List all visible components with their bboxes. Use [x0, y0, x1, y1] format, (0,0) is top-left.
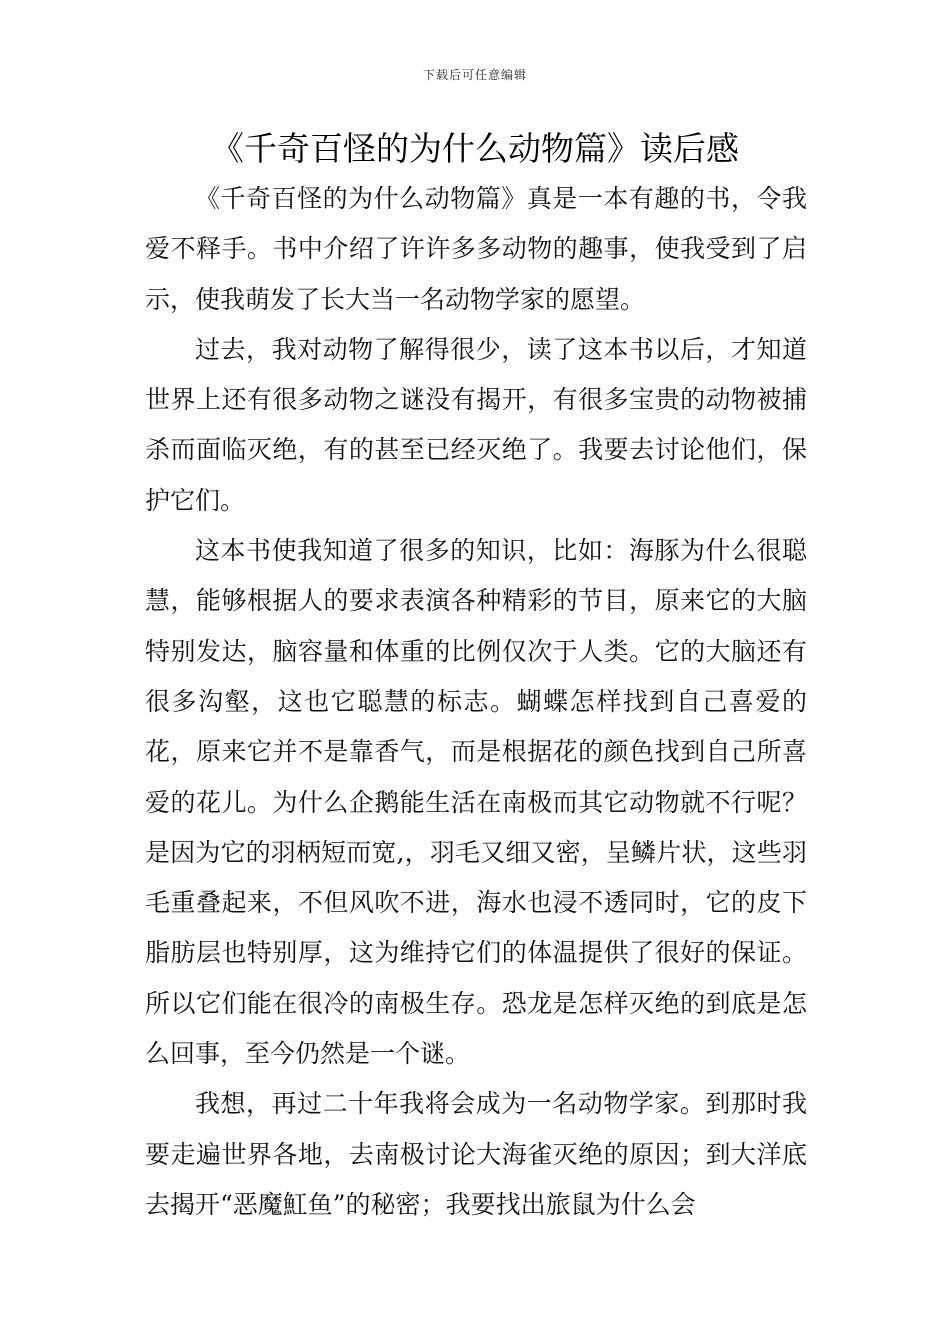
paragraph: 过去，我对动物了解得很少，读了这本书以后，才知道世界上还有很多动物之谜没有揭开，有很多宝贵的动物被捕杀而面临灭绝，有的甚至已经灭绝了。我要去讨论他们，保护它们。: [145, 334, 807, 515]
document-body: [145, 174, 807, 1230]
paragraph: 《千奇百怪的为什么动物篇》真是一本有趣的书，令我爱不释手。书中介绍了许许多多动物的趣事，使我受到了启示，使我萌发了长大当一名动物学家的愿望。: [145, 184, 807, 314]
header-note: 下载后可任意编辑: [422, 68, 527, 82]
paragraph: 这本书使我知道了很多的知识，比如：海豚为什么很聪慧，能够根据人的要求表演各种精彩的节目，原来它的大脑特别发达，脑容量和体重的比例仅次于人类。它的大脑还有很多沟壑，这也它聪慧的标志。蝴蝶怎样找到自己喜爱的花，原来它并不是靠香气，而是根据花的颜色找到自己所喜爱的花儿。为什么企鹅能生活在南极而其它动物就不行呢？是因为它的羽柄短而宽,，羽毛又细又密，呈鳞片状，这些羽毛重叠起来，不但风吹不进，海水也浸不透同时，它的皮下脂肪层也特别厚，这为维持它们的体温提供了很好的保证。所以它们能在很冷的南极生存。恐龙是怎样灭绝的到底是怎么回事，至今仍然是一个谜。: [145, 536, 807, 1069]
document-title: 《千奇百怪的为什么动物篇》读后感: [211, 129, 739, 168]
paragraph: 我想，再过二十年我将会成为一名动物学家。到那时我要走遍世界各地，去南极讨论大海雀灭绝的原因；到大洋底去揭开“恶魔魟鱼”的秘密；我要找出旅鼠为什么会: [145, 1089, 807, 1219]
